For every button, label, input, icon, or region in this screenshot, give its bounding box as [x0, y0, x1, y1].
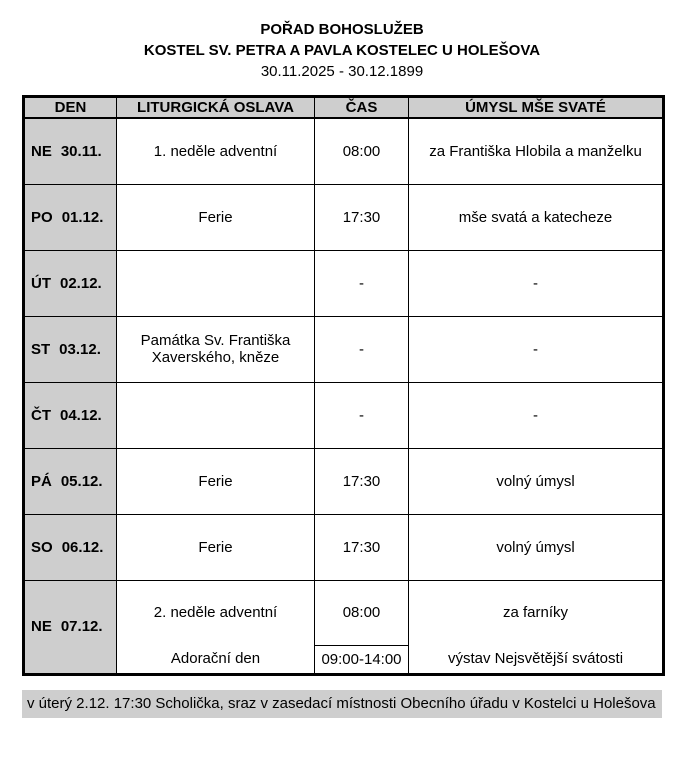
intention-primary: za farníky: [502, 604, 569, 621]
intention-secondary: výstav Nejsvětější svátosti: [447, 650, 624, 667]
intention-cell: volný úmysl: [409, 448, 664, 514]
celebration-secondary: Adorační den: [170, 650, 261, 667]
day-date: 06.12.: [61, 538, 104, 556]
table-row: [24, 580, 664, 674]
table-row: [24, 448, 664, 514]
day-cell: [24, 514, 117, 580]
table-row: [24, 118, 664, 184]
celebration-cell: Památka Sv. Františka Xaverského, kněze: [117, 316, 315, 382]
day-cell: [24, 118, 117, 184]
footer-note: v úterý 2.12. 17:30 Scholička, sraz v zasedací místnosti Obecního úřadu v Kostelci u Holešova: [22, 690, 662, 718]
day-cell: [24, 382, 117, 448]
day-date: 07.12.: [60, 618, 103, 635]
church-name: KOSTEL SV. PETRA A PAVLA KOSTELEC U HOLEŠOVA: [143, 42, 541, 59]
celebration-cell: [117, 580, 315, 674]
intention-cell: [409, 580, 664, 674]
time-cell: 17:30: [315, 184, 409, 250]
time-cell: [315, 580, 409, 674]
time-primary: 08:00: [342, 604, 381, 621]
time-cell: 08:00: [315, 118, 409, 184]
page-title: POŘAD BOHOSLUŽEB: [260, 21, 424, 38]
header-row: [24, 97, 664, 119]
time-cell: -: [315, 250, 409, 316]
table-row: [24, 250, 664, 316]
day-date: 04.12.: [60, 406, 102, 424]
celebration-primary: 2. neděle adventní: [153, 604, 278, 621]
header-intention: ÚMYSL MŠE SVATÉ: [409, 97, 664, 119]
day-date: 30.11.: [60, 142, 102, 160]
time-secondary: 09:00-14:00: [315, 645, 408, 673]
intention-cell: -: [409, 250, 664, 316]
celebration-cell: 1. neděle adventní: [117, 118, 315, 184]
intention-cell: -: [409, 382, 664, 448]
header-time: ČAS: [315, 97, 409, 119]
time-cell: -: [315, 316, 409, 382]
intention-cell: volný úmysl: [409, 514, 664, 580]
table-row: [24, 382, 664, 448]
header-day: DEN: [24, 97, 117, 119]
day-cell: [24, 580, 117, 674]
day-date: 03.12.: [59, 340, 101, 358]
time-cell: -: [315, 382, 409, 448]
intention-cell: za Františka Hlobila a manželku: [409, 118, 664, 184]
day-abbr: NE: [31, 142, 52, 160]
date-range: 30.11.2025 - 30.12.1899: [260, 63, 424, 80]
day-abbr: PO: [31, 208, 53, 226]
celebration-cell: [117, 382, 315, 448]
intention-cell: -: [409, 316, 664, 382]
document-header: [0, 0, 684, 82]
day-abbr: SO: [31, 538, 53, 556]
table-row: [24, 184, 664, 250]
day-abbr: ČT: [31, 406, 51, 424]
header-celebration: LITURGICKÁ OSLAVA: [117, 97, 315, 119]
schedule-table: [22, 95, 665, 676]
day-date: 02.12.: [60, 274, 102, 292]
day-abbr: NE: [31, 618, 52, 635]
day-abbr: ST: [31, 340, 51, 358]
celebration-cell: Ferie: [117, 514, 315, 580]
time-cell: 17:30: [315, 448, 409, 514]
day-abbr: ÚT: [31, 274, 51, 292]
day-cell: [24, 316, 117, 382]
celebration-cell: Ferie: [117, 184, 315, 250]
celebration-cell: [117, 250, 315, 316]
celebration-cell: Ferie: [117, 448, 315, 514]
day-date: 05.12.: [60, 472, 103, 490]
day-date: 01.12.: [61, 208, 104, 226]
day-abbr: PÁ: [31, 472, 52, 490]
time-cell: 17:30: [315, 514, 409, 580]
day-cell: [24, 184, 117, 250]
table-row: [24, 514, 664, 580]
intention-cell: mše svatá a katecheze: [409, 184, 664, 250]
day-cell: [24, 250, 117, 316]
table-row: [24, 316, 664, 382]
day-cell: [24, 448, 117, 514]
